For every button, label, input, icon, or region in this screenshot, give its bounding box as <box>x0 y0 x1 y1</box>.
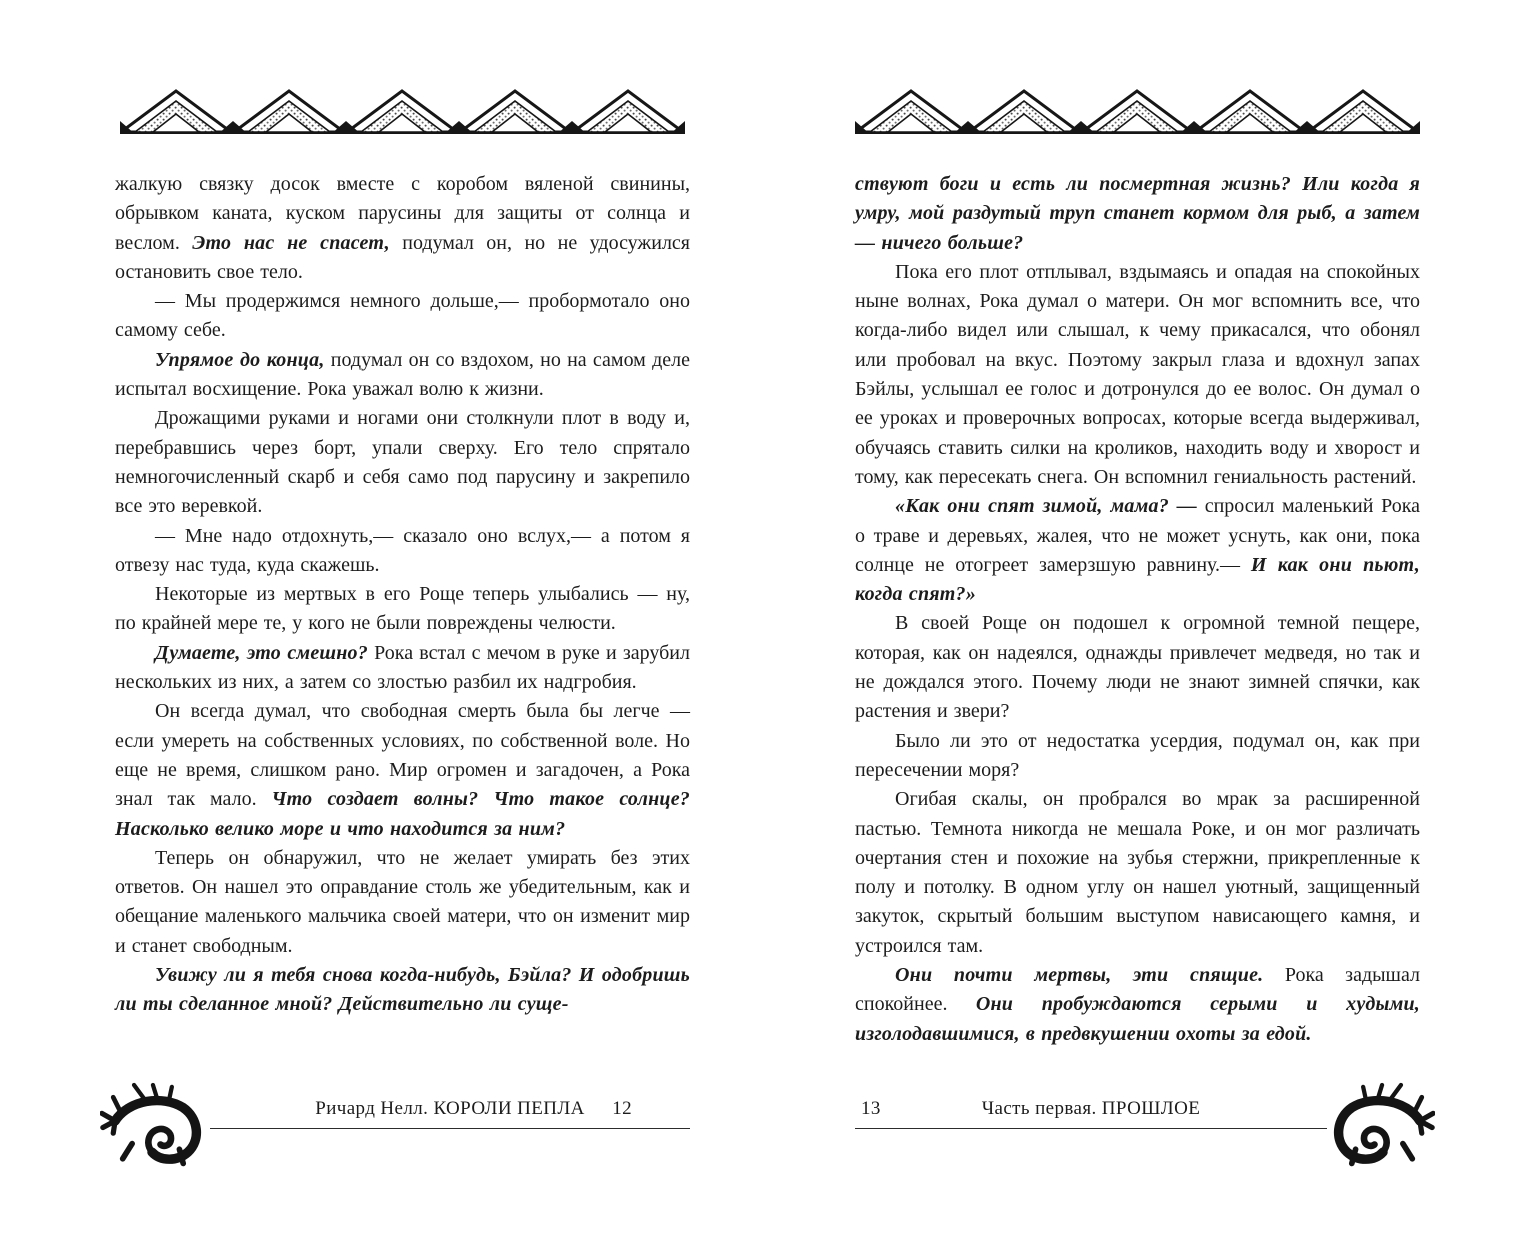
emphasis-text: Думаете, это смешно? <box>155 641 368 664</box>
emphasis-text: Они пробуждаются серыми и худыми, изголодавшимися, в предвкушении охоты за едой. <box>855 993 1420 1045</box>
paragraph <box>115 404 690 521</box>
emphasis-text: Это нас не спасет, <box>192 231 390 254</box>
left-page <box>0 0 767 1240</box>
body-text: — Мы продержимся немного дольше,— пробормотало оно самому себе. <box>115 290 690 342</box>
right-page <box>767 0 1535 1240</box>
paragraph <box>115 287 690 346</box>
body-text: Рока встал с мечом в руке и зарубил нескольких из них, а затем со злостью разбил их надгробия. <box>115 641 690 694</box>
body-text: Теперь он обнаружил, что не желает умирать без этих ответов. Он нашел это оправдание столь же убедительным, как и обещание маленького мальчика своей матери, что он изменит мир и станет свободным. <box>115 846 690 957</box>
page-number: 13 <box>861 1098 881 1119</box>
paragraph <box>855 785 1420 961</box>
paragraph <box>855 727 1420 786</box>
running-title: Часть первая. ПРОШЛОЕ <box>981 1098 1201 1119</box>
body-text: спросил маленький Рока о траве и деревьях, жалея, что не может уснуть, как они, пока солнце не отогреет замерзшую равнину.— <box>855 495 1420 576</box>
body-text: подумал он со вздохом, но на самом деле испытал восхищение. Рока уважал волю к жизни. <box>115 348 690 401</box>
paragraph <box>855 492 1420 609</box>
dragon-icon <box>100 1082 204 1174</box>
emphasis-text: И как они пьют, когда спят?» <box>855 553 1420 606</box>
emphasis-text: Упрямое до конца, <box>155 348 325 371</box>
page-text <box>855 170 1420 1049</box>
body-text: жалкую связку досок вместе с коробом вяленой свинины, обрывком каната, куском парусины для защиты от солнца и веслом. <box>115 173 690 254</box>
body-text: Дрожащими руками и ногами они столкнули плот в воду и, перебравшись через борт, упали сверху. Его тело спрятало немногочисленный скарб и себя само под парусину и закрепило все это веревкой. <box>115 407 690 518</box>
paragraph <box>855 258 1420 492</box>
paragraph <box>115 697 690 843</box>
emphasis-text: Увижу ли я тебя снова когда-нибудь, Бэйла? И одобришь ли ты сделанное мной? Действительно ли суще- <box>115 964 690 1016</box>
ornament-border-icon <box>855 88 1420 134</box>
paragraph <box>115 961 690 1020</box>
body-text: Он всегда думал, что свободная смерть была бы легче — если умереть на собственных условиях, по собственной воле. Но еще не время, слишком рано. Мир огромен и загадочен, а Рока знал так мало. <box>115 700 690 811</box>
paragraph <box>115 522 690 581</box>
body-text: Огибая скалы, он пробрался во мрак за расширенной пастью. Темнота никогда не мешала Роке, и он мог различать очертания стен и похожие на зубья стержни, прикрепленные к полу и потолку. В одном углу он нашел уютный, защищенный закуток, скрытый большим выступом нависающего камня, и устроился там. <box>855 788 1420 957</box>
page-text <box>115 170 690 1020</box>
paragraph <box>855 609 1420 726</box>
body-text: — Мне надо отдохнуть,— сказало оно вслух,— а потом я отвезу нас туда, куда скажешь. <box>115 524 690 576</box>
paragraph <box>855 961 1420 1049</box>
body-text: Некоторые из мертвых в его Роще теперь улыбались — ну, по крайней мере те, у кого не были повреждены челюсти. <box>115 583 690 635</box>
body-text: В своей Роще он подошел к огромной темной пещере, которая, как он надеялся, однажды привлечет медведя, но так и не дождался этого. Почему люди не знают зимней спячки, как растения и звери? <box>855 612 1420 723</box>
paragraph <box>115 580 690 639</box>
emphasis-text: «Как они спят зимой, мама? — <box>895 495 1197 518</box>
emphasis-text: Что создает волны? Что такое солнце? Насколько велико море и что находится за ним? <box>115 788 690 840</box>
paragraph <box>855 170 1420 258</box>
emphasis-text: Они почти мертвы, эти спящие. <box>895 964 1264 987</box>
paragraph <box>115 844 690 961</box>
ornament-border-icon <box>120 88 685 134</box>
body-text: Пока его плот отплывал, вздымаясь и опадая на спокойных ныне волнах, Рока думал о матери. Он мог вспомнить все, что когда-либо видел или слышал, к чему прикасался, что обонял или пробовал на вкус. Поэтому закрыл глаза и вдохнул запах Бэйлы, услышал ее голос и дотронулся до ее волос. Он думал о ее уроках и проверочных вопросах, которые всегда выдерживал, обучаясь ставить силки на кроликов, находить воду и хворост и тому, как пересекать снега. Он вспомнил гениальность растений. <box>855 260 1420 488</box>
body-text: Рока задышал спокойнее. <box>855 964 1420 1016</box>
paragraph <box>115 346 690 405</box>
page-footer <box>210 1097 690 1129</box>
page-number: 12 <box>612 1098 632 1119</box>
paragraph <box>115 170 690 287</box>
page-footer <box>855 1097 1327 1129</box>
body-text: Было ли это от недостатка усердия, подумал он, как при пересечении моря? <box>855 729 1420 781</box>
emphasis-text: ствуют боги и есть ли посмертная жизнь? Или когда я умру, мой раздутый труп станет кормом для рыб, а затем — ничего больше? <box>855 173 1420 254</box>
running-title: Ричард Нелл. КОРОЛИ ПЕПЛА <box>315 1098 585 1119</box>
body-text: подумал он, но не удосужился остановить свое тело. <box>115 231 690 283</box>
dragon-icon <box>1331 1082 1435 1174</box>
paragraph <box>115 639 690 698</box>
